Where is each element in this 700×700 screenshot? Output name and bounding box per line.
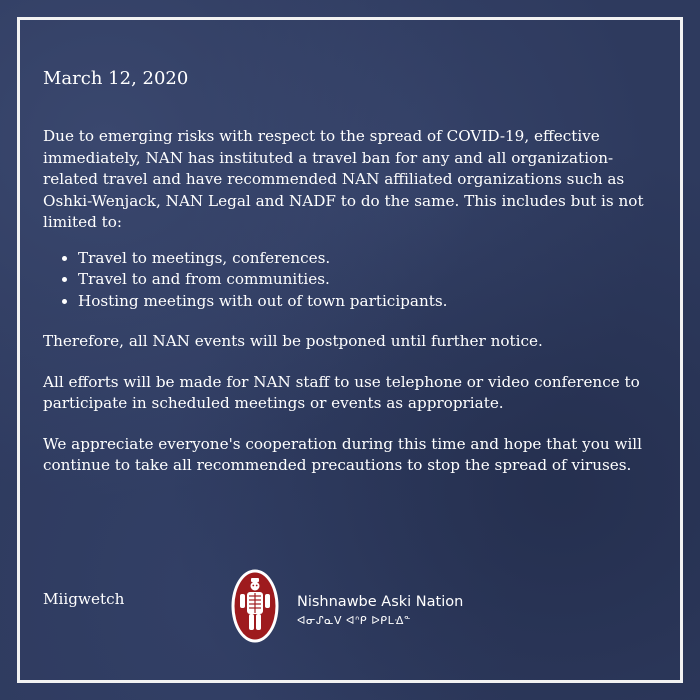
intro-paragraph: Due to emerging risks with respect to the spread of COVID-19, effective immediately, NAN has instituted a travel ban for any and all organization-related travel and have recommended NAN affiliated organizations such as Oshki-Wenjack, NAN Legal and NADF to do the same. This includes but is not limited to:	[43, 127, 644, 231]
staff-paragraph: All efforts will be made for NAN staff to use telephone or video conference to participate in scheduled meetings or events as appropriate.	[43, 372, 640, 412]
restriction-list	[43, 248, 668, 313]
appreciation-paragraph: We appreciate everyone's cooperation during this time and hope that you will continue to take all recommended precautions to stop the spread of viruses.	[43, 434, 643, 474]
date-heading: March 12, 2020	[43, 68, 189, 89]
nan-logo-icon	[230, 568, 280, 644]
events-paragraph: Therefore, all NAN events will be postponed until further notice.	[43, 332, 543, 350]
announcement-body	[43, 126, 668, 477]
organization-syllabics: ᐊᓂᔑᓇᐯ ᐊᐢᑭ ᐅᑭᒪᐎᓐ	[297, 614, 411, 627]
list-item: • Travel to and from communities.	[78, 269, 668, 291]
list-item: • Hosting meetings with out of town participants.	[78, 291, 668, 313]
list-item: • Travel to meetings, conferences.	[78, 248, 668, 270]
signoff: Miigwetch	[43, 590, 125, 608]
organization-name: Nishnawbe Aski Nation	[297, 594, 464, 610]
